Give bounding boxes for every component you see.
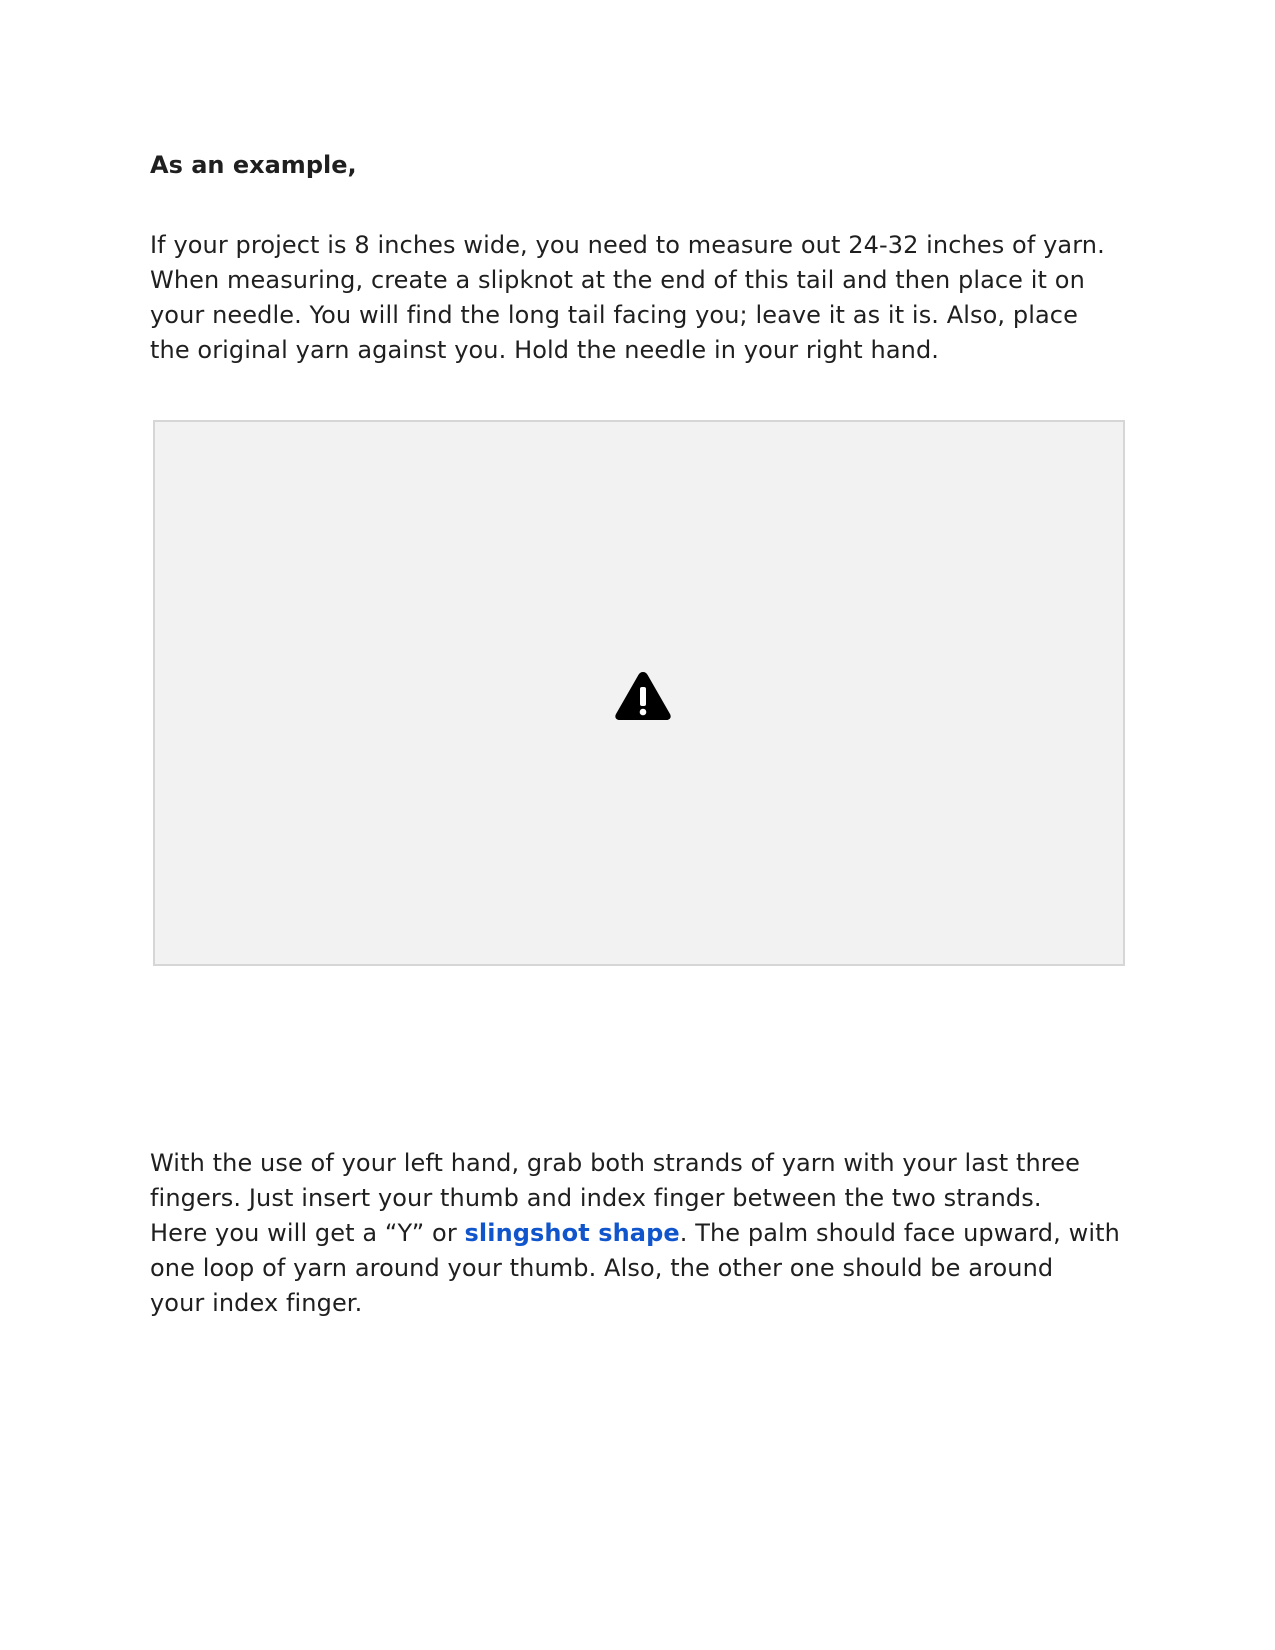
warning-icon <box>614 670 672 722</box>
paragraph-line: the original yarn against you. Hold the needle in your right hand. <box>150 336 940 364</box>
paragraph-line: With the use of your left hand, grab both strands of yarn with your last three <box>150 1149 1080 1177</box>
text-after-link: . The palm should face upward, with <box>679 1219 1120 1247</box>
paragraph-line: When measuring, create a slipknot at the end of this tail and then place it on <box>150 266 1085 294</box>
paragraph-line: your index finger. <box>150 1289 363 1317</box>
paragraph-line: If your project is 8 inches wide, you need to measure out 24-32 inches of yarn. <box>150 231 1105 259</box>
paragraph-line: your needle. You will find the long tail facing you; leave it as it is. Also, place <box>150 301 1078 329</box>
broken-image-placeholder <box>153 420 1125 966</box>
section-heading: As an example, <box>150 151 357 179</box>
paragraph-line: one loop of yarn around your thumb. Also, the other one should be around <box>150 1254 1054 1282</box>
text-before-link: Here you will get a “Y” or <box>150 1219 465 1247</box>
paragraph-hand-position <box>150 1146 1130 1321</box>
paragraph-line <box>150 1216 1130 1251</box>
slingshot-shape-link[interactable]: slingshot shape <box>464 1219 680 1247</box>
paragraph-instructions <box>150 228 1130 368</box>
paragraph-line: fingers. Just insert your thumb and index finger between the two strands. <box>150 1184 1042 1212</box>
